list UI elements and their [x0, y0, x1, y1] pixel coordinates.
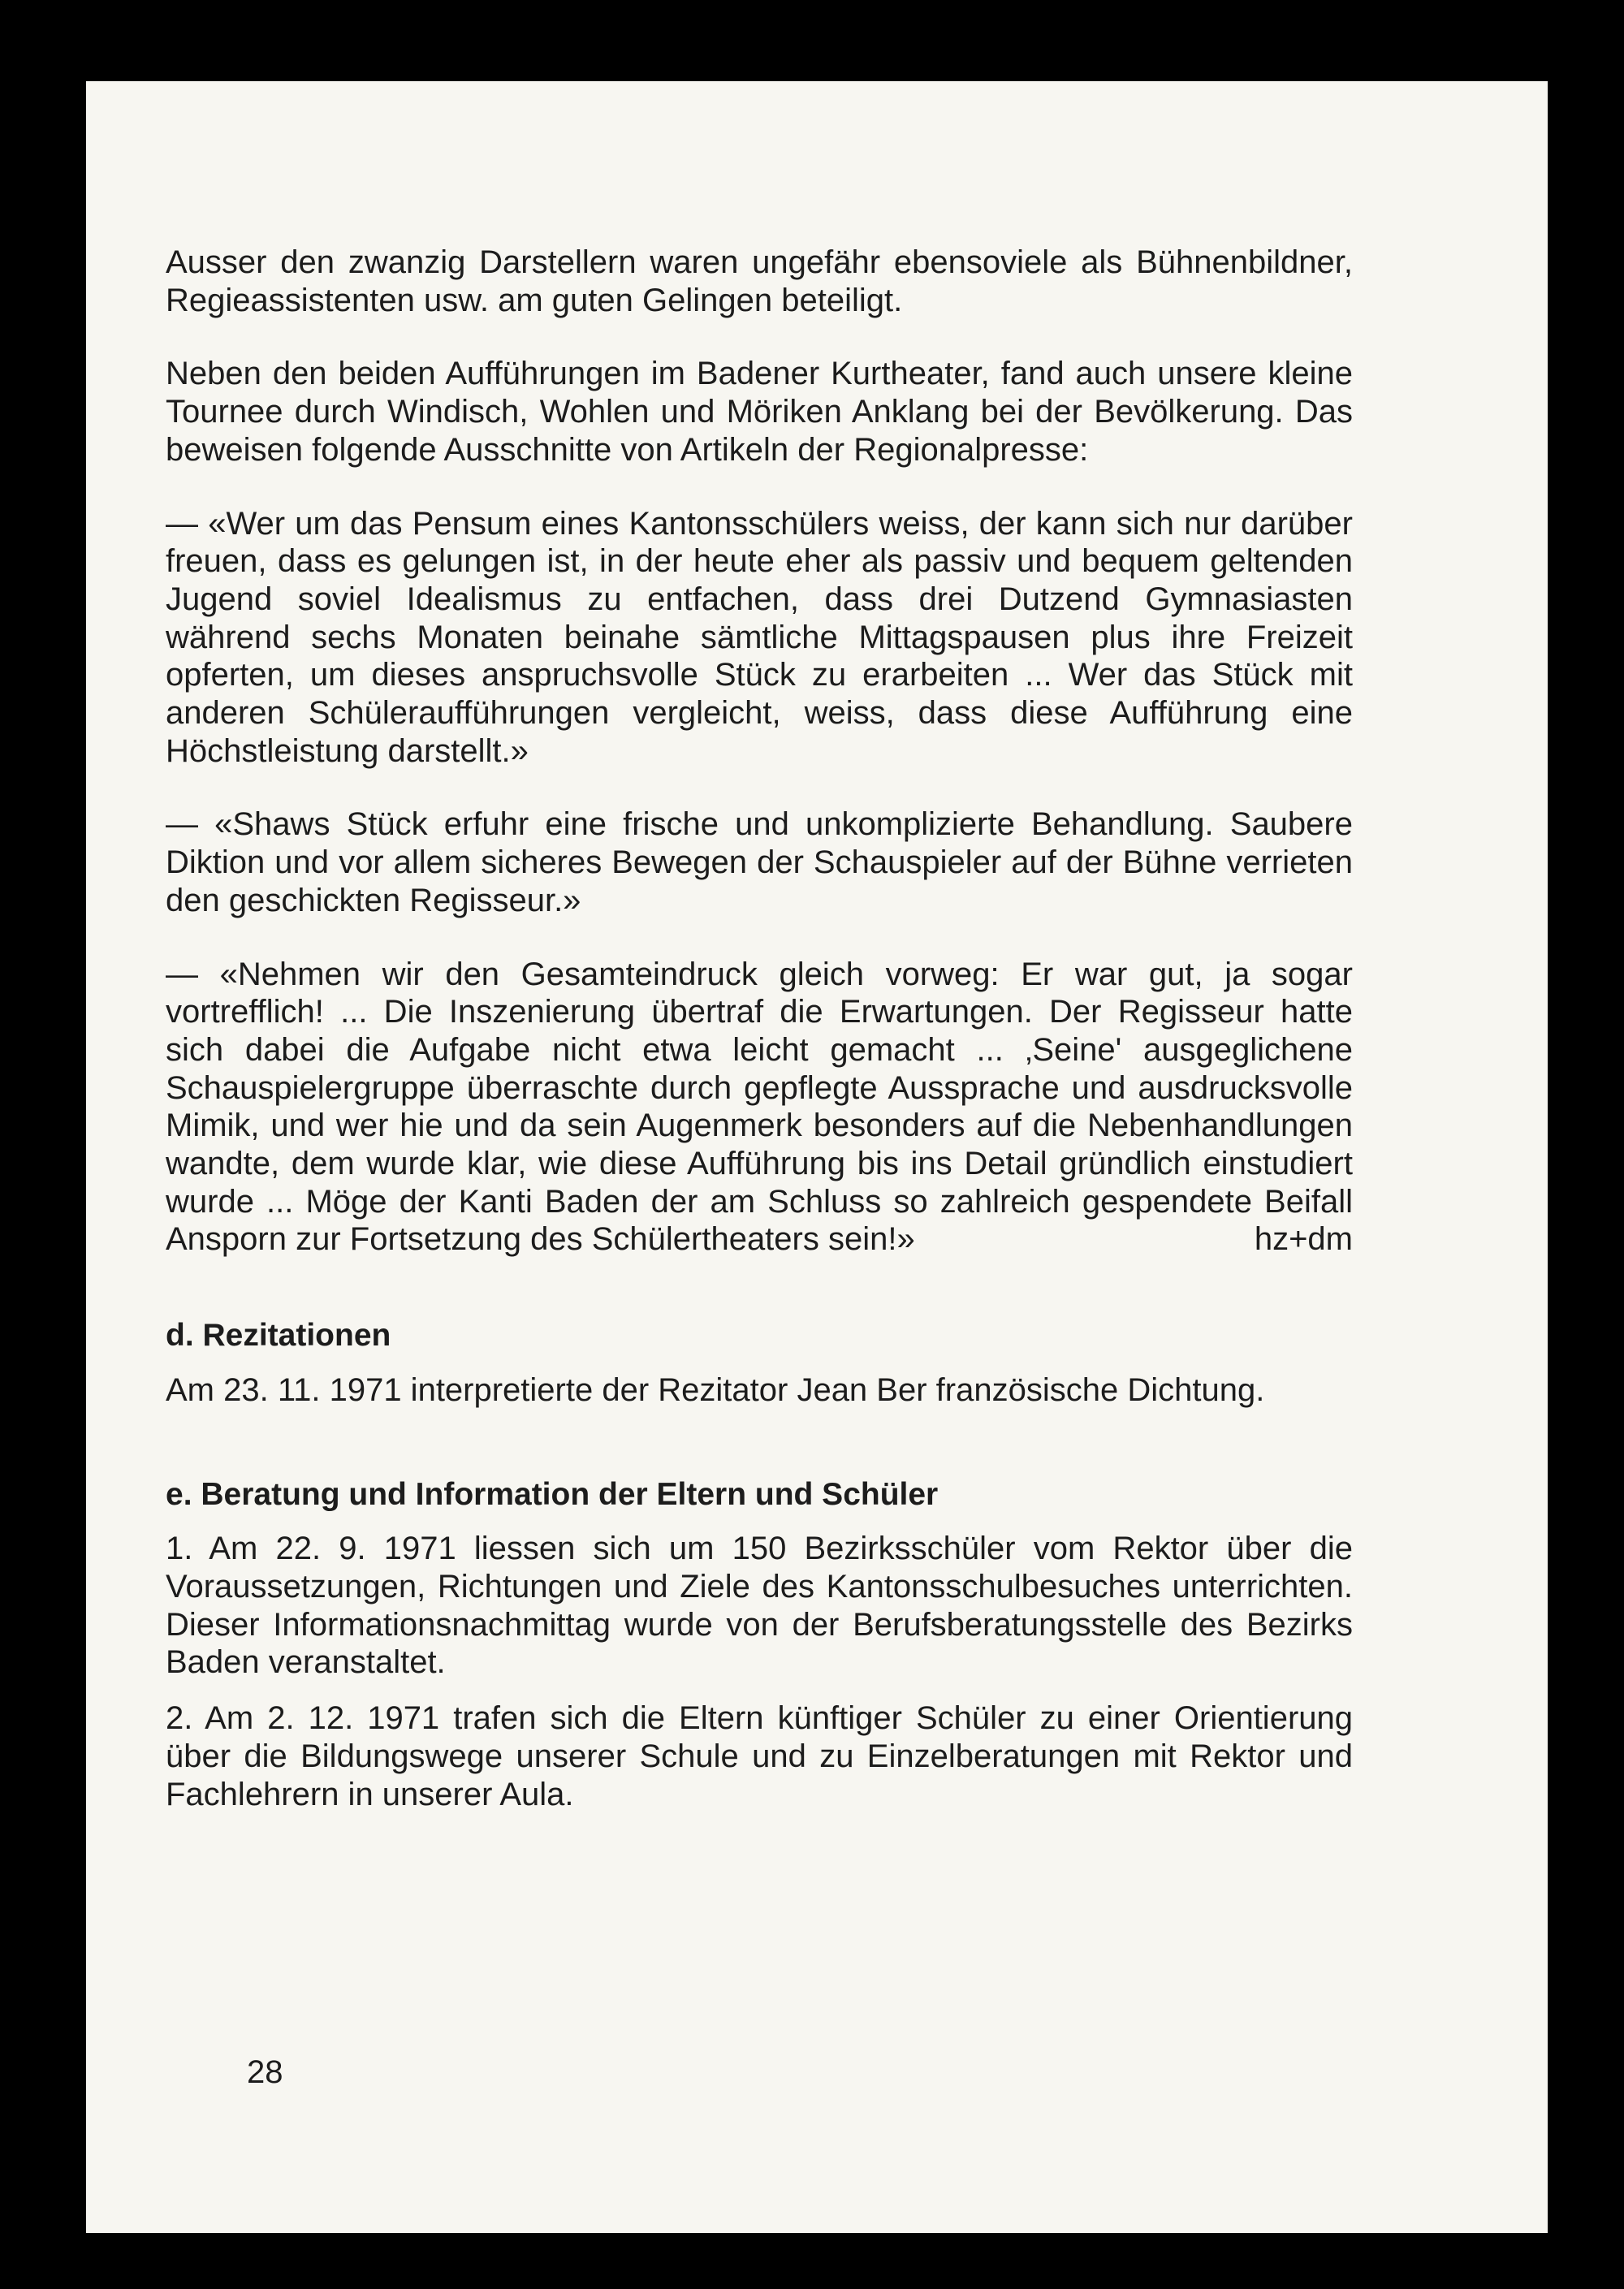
quote-3-signature: hz+dm	[1254, 1221, 1353, 1258]
paragraph-tour: Neben den beiden Aufführungen im Badener Kurtheater, fand auch unsere kleine Tournee durch Windisch, Wohlen und Möriken Anklang bei der Bevölkerung. Das beweisen folgende Ausschnitte von Artikeln der Regionalpresse:	[166, 356, 1353, 468]
quote-3-text: — «Nehmen wir den Gesamteindruck gleich vorweg: Er war gut, ja sogar vortrefflich! ... Die Inszenierung übertraf die Erwartungen. Der Regisseur hatte sich dabei die Aufgabe nicht etwa leicht gemacht ... ‚Seine' ausgeglichene Schauspielergruppe überraschte durch gepflegte Aussprache und ausdrucksvolle Mimik, und wer hie und da sein Augenmerk besonders auf die Nebenhandlungen wandte, dem wurde klar, wie diese Aufführung bis ins Detail gründlich einstudiert wurde ... Möge der Kanti Baden der am Schluss so zahlreich gespendete Beifall Ansporn zur Fortsetzung des Schülertheaters sein!»	[166, 956, 1353, 1258]
quote-3	[166, 956, 1353, 1259]
quote-1: — «Wer um das Pensum eines Kantonsschülers weiss, der kann sich nur darüber freuen, dass es gelungen ist, in der heute eher als passiv und bequem geltenden Jugend soviel Idealismus zu entfachen, dass drei Dutzend Gymnasiasten während sechs Monaten beinahe sämtliche Mittagspausen plus ihre Freizeit opferten, um dieses anspruchsvolle Stück zu erarbeiten ... Wer das Stück mit anderen Schüleraufführungen vergleicht, weiss, dass diese Aufführung eine Höchstleistung darstellt.»	[166, 505, 1353, 769]
section-e-item-2: 2. Am 2. 12. 1971 trafen sich die Eltern künftiger Schüler zu einer Orientierung über die Bildungswege unserer Schule und zu Einzelberatungen mit Rektor und Fachlehrern in unserer Aula.	[166, 1700, 1353, 1812]
section-d-heading: d. Rezitationen	[166, 1318, 391, 1354]
quote-2: — «Shaws Stück erfuhr eine frische und unkomplizierte Behandlung. Saubere Diktion und vor allem sicheres Bewegen der Schauspieler auf der Bühne verrieten den geschickten Regisseur.»	[166, 806, 1353, 918]
section-d-text: Am 23. 11. 1971 interpretierte der Rezitator Jean Ber französische Dichtung.	[166, 1371, 1265, 1408]
section-e-heading: e. Beratung und Information der Eltern und Schüler	[166, 1476, 939, 1512]
page-number: 28	[247, 2054, 283, 2090]
paragraph-participants: Ausser den zwanzig Darstellern waren ungefähr ebensoviele als Bühnenbildner, Regieassistenten usw. am guten Gelingen beteiligt.	[166, 244, 1353, 318]
page-content	[166, 244, 1353, 1813]
section-e-item-1: 1. Am 22. 9. 1971 liessen sich um 150 Bezirksschüler vom Rektor über die Voraussetzungen, Richtungen und Ziele des Kantonsschulbesuches unterrichten. Dieser Informationsnachmittag wurde von der Berufsberatungsstelle des Bezirks Baden veranstaltet.	[166, 1531, 1353, 1681]
